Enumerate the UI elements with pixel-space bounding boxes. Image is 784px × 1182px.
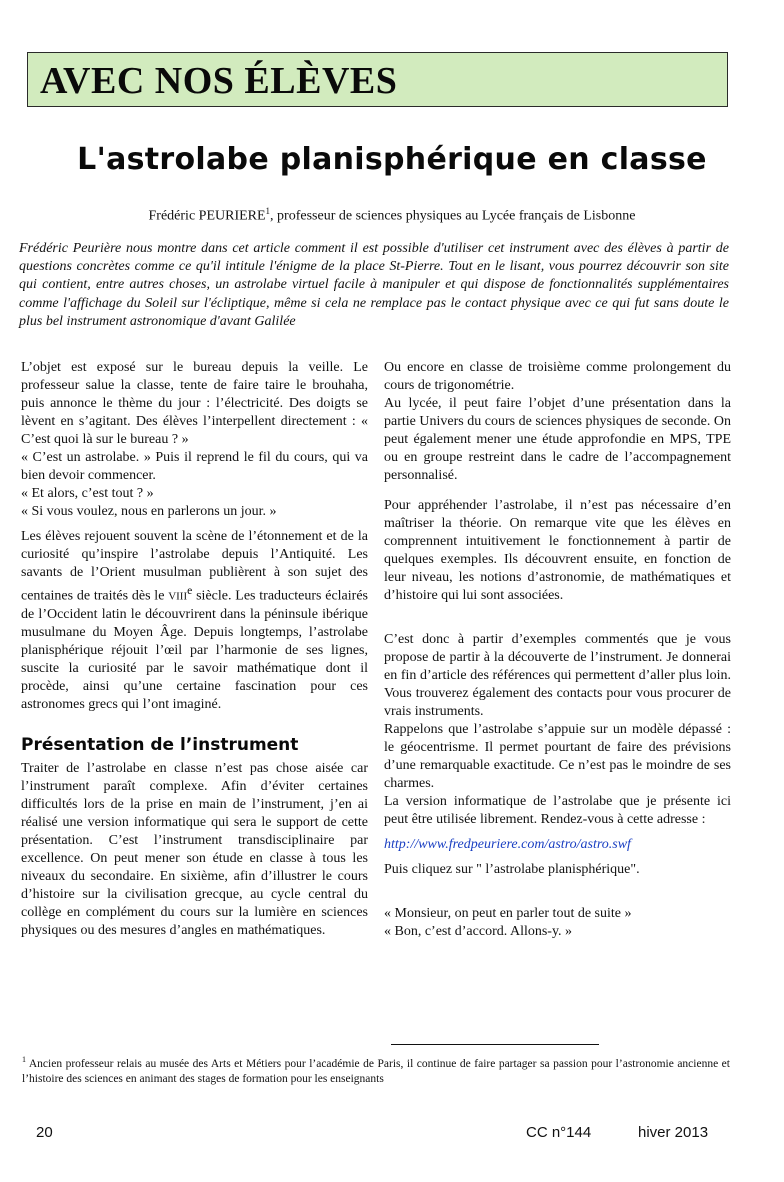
section-banner-title: AVEC NOS ÉLÈVES <box>40 60 398 102</box>
paragraph: Pour appréhender l’astrolabe, il n’est pas nécessaire d’en maîtriser la théorie. On remarque vite que les élèves en comprennent intuitivement le fonctionnement à partir de quelques exemples. Ils découvrent ensuite, en fonction de leur niveau, les notions d’astronomie, de mathématiques et d’histoire qui lui sont associées. <box>384 498 731 603</box>
article-byline <box>0 202 784 226</box>
paragraph <box>21 528 368 714</box>
paragraph: Au lycée, il peut faire l’objet d’une présentation dans la partie Univers du cours de sciences physiques de seconde. On peut également mener une étude approfondie en MPS, TPE ou en groupe restreint dans le cadre de l’accompagnement personnalisé. <box>384 396 731 483</box>
paragraph: « Et alors, c’est tout ? » <box>21 486 154 501</box>
footnote-mark: 1 <box>22 1055 26 1064</box>
century-superscript: e <box>187 584 193 597</box>
section-banner <box>27 52 728 107</box>
dialogue-line: « Bon, c’est d’accord. Allons-y. » <box>384 924 573 939</box>
issue-number: CC n°144 <box>526 1124 592 1141</box>
paragraph: Ou encore en classe de troisième comme prolongement du cours de trigonométrie. <box>384 360 731 393</box>
paragraph: L’objet est exposé sur le bureau depuis la veille. Le professeur salue la classe, tente de faire taire le brouhaha, puis annonce le thème du jour : l’électricité. Des doigts se lèvent en s’agitant. Des élèves l’interpellent directement : « C’est quoi là sur le bureau ? » <box>21 360 368 447</box>
paragraph: C’est donc à partir d’exemples commentés que je vous propose de partir à la découverte de l’instrument. Je donnerai en fin d’article des références qui permettent d’aller plus loin. Vous trouverez également des contacts pour vous procurer de vrais instruments. <box>384 632 731 719</box>
paragraph: Rappelons que l’astrolabe s’appuie sur un modèle dépassé : le géocentrisme. Il permet pourtant de faire des prévisions d’une remarquable exactitude. Ce n’est pas le moindre de ses charmes. <box>384 722 731 791</box>
author-name: Frédéric PEURIERE <box>148 208 266 224</box>
footnote-text: Ancien professeur relais au musée des Arts et Métiers pour l’académie de Paris, il continue de faire partager sa passion pour l’astronomie ancienne et l’histoire des sciences en animant des stages de formation pour les enseignants <box>22 1057 730 1085</box>
right-column <box>384 359 731 941</box>
dialogue-line: « Monsieur, on peut en parler tout de suite » <box>384 906 632 921</box>
page-number: 20 <box>36 1124 53 1141</box>
astrolabe-link[interactable]: http://www.fredpeuriere.com/astro/astro.swf <box>384 837 631 852</box>
section-heading: Présentation de l’instrument <box>21 734 299 755</box>
author-role: , professeur de sciences physiques au Lycée français de Lisbonne <box>270 208 636 224</box>
footnote <box>22 1052 730 1087</box>
article-title: L'astrolabe planisphérique en classe <box>77 142 707 177</box>
left-column <box>21 359 368 947</box>
century-numeral: VIII <box>168 590 188 603</box>
article-intro: Frédéric Peurière nous montre dans cet article comment il est possible d'utiliser cet instrument avec des élèves à partir de questions concrètes comme ce qu'il intitule l'énigme de la place St-Pierre. Tout en le lisant, vous pourrez découvrir son site qui contient, entre autres choses, un astrolabe virtuel facile à manipuler et qui dispose de fonctionnalités supplémentaires comme l'affichage du Soleil sur l'écliptique, même si cela ne remplace pas le contact physique avec ce qui fut sans doute le plus bel instrument astronomique d'avant Galilée <box>19 241 729 329</box>
author-footnote-mark: 1 <box>265 206 271 216</box>
paragraph: « C’est un astrolabe. » Puis il reprend le fil du cours, qui va bien devoir commencer. <box>21 450 368 483</box>
footnote-divider <box>391 1044 599 1045</box>
paragraph-text: Les élèves rejouent souvent la scène de l’étonnement et de la curiosité qu’inspire l’astrolabe depuis l’Antiquité. Les savants de l’Orient musulman publièrent à son sujet des centaines de traités dès le <box>21 529 368 604</box>
paragraph: « Si vous voulez, nous en parlerons un jour. » <box>21 504 277 519</box>
issue-season: hiver 2013 <box>638 1124 709 1141</box>
paragraph <box>384 836 731 854</box>
paragraph: Traiter de l’astrolabe en classe n’est pas chose aisée car l’instrument paraît complexe. Afin d’éviter certaines difficultés lors de la prise en main de l’instrument, j’en ai réalisé une version informatique qui sera le support de cette présentation. C’est l’instrument transdisciplinaire par excellence. On peut mener son étude en classe à tous les niveaux du secondaire. En sixième, afin d’illustrer le cours d’histoire sur la civilisation grecque, au cycle central du collège en complément du cours sur la lumière en sciences physiques ou des mesures d’angles en mathématiques. <box>21 760 368 938</box>
paragraph-text: siècle. Les traducteurs éclairés de l’Occident latin le découvrirent dans la péninsule ibérique musulmane du Moyen Âge. Depuis longtemps, l’astrolabe planisphérique réjouit l’œil par l’harmonie de ses lignes, suscite la curiosité par le savoir mathématique dont il procède, ainsi qu’une certaine fascination pour ces astronomes grecs qui l’ont imaginé. <box>21 588 368 712</box>
paragraph: Puis cliquez sur " l’astrolabe planisphérique". <box>384 862 640 877</box>
paragraph: La version informatique de l’astrolabe que je présente ici peut être utilisée librement. Rendez-vous à cette adresse : <box>384 794 731 827</box>
